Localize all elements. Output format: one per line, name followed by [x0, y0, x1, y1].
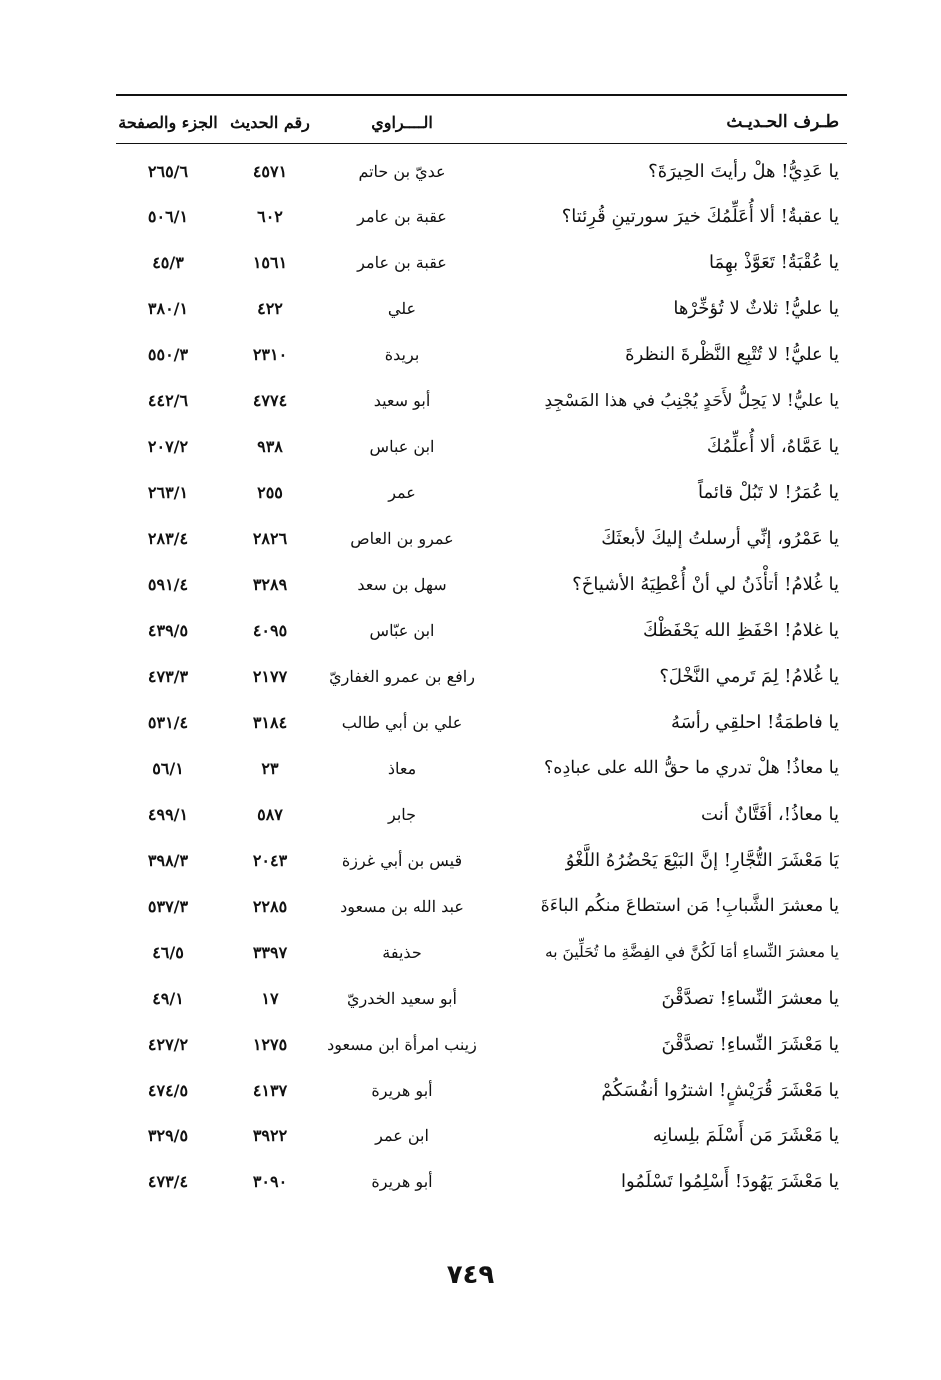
- narrator-cell: قيس بن أبي غرزة: [341, 850, 463, 870]
- narrator-cell: عمرو بن العاص: [350, 529, 454, 549]
- hadith-cell: يا عَمْرُو، إنِّي أرسلتُ إليكَ لأبعثَكَ: [601, 528, 839, 550]
- column-header-number: رقم الحديث: [230, 112, 310, 132]
- volume-page-cell: ٢٦٣/١: [147, 483, 189, 503]
- volume-page-cell: ٥٩١/٤: [147, 575, 189, 595]
- table-row: [116, 240, 847, 286]
- volume-page-cell: ٤٣٩/٥: [147, 621, 189, 640]
- narrator-cell: أبو سعيد الخدريّ: [347, 988, 457, 1008]
- narrator-cell: عقبة بن عامر: [357, 253, 447, 273]
- hadith-number-cell: ٣٠٩٠: [252, 1172, 288, 1192]
- volume-page-cell: ٢٦٥/٦: [147, 161, 189, 181]
- hadith-number-cell: ٣٢٨٩: [252, 575, 288, 595]
- narrator-cell: علي بن أبي طالب: [341, 712, 463, 732]
- table-row: [116, 608, 847, 654]
- volume-page-cell: ٤٩/١: [152, 988, 184, 1008]
- volume-page-cell: ٥٣١/٤: [147, 712, 189, 732]
- table-row: [116, 883, 847, 929]
- narrator-cell: أبو هريرة: [371, 1080, 433, 1100]
- hadith-number-cell: ٣٩٢٢: [252, 1126, 288, 1146]
- hadith-number-cell: ٦٠٢: [257, 207, 283, 227]
- table-row: [116, 286, 847, 332]
- hadith-cell: يا معاذُ! هلْ تدري ما حقُّ الله على عبادِه؟: [544, 758, 839, 779]
- volume-page-cell: ٤٦/٥: [152, 942, 184, 962]
- narrator-cell: عديّ بن حاتم: [358, 161, 446, 181]
- table-row: [116, 516, 847, 562]
- hadith-cell: يا عقبةُ! ألا أُعَلِّمُكَ خيرَ سورتينِ قُرِئتا؟: [561, 206, 839, 228]
- hadith-cell: يا مَعْشَرَ يَهُودَ! أَسْلِمُوا تَسْلَمُوا: [620, 1171, 839, 1193]
- hadith-number-cell: ٢٠٤٣: [252, 850, 288, 870]
- table-row: [116, 194, 847, 240]
- volume-page-cell: ٤٤٢/٦: [147, 391, 189, 411]
- hadith-number-cell: ١٧: [261, 988, 279, 1008]
- table-row: [116, 929, 847, 975]
- volume-page-cell: ٣٩٨/٣: [147, 850, 189, 870]
- hadith-number-cell: ٢٢٨٥: [252, 896, 288, 916]
- hadith-cell: يا مَعْشَرَ النِّساءِ! تصدَّقْنَ: [661, 1033, 839, 1055]
- hadith-cell: يا معشرَ الشَّبابِ! مَن استطاعَ منكُم الباءَةَ: [540, 896, 839, 917]
- hadith-number-cell: ٢٥٥: [257, 483, 283, 503]
- hadith-cell: يا معشرَ النِّساءِ! تصدَّقْنَ: [661, 987, 839, 1009]
- hadith-cell: يا عَمَّاهُ، ألا أُعلِّمُكَ: [706, 436, 839, 458]
- table-row: [116, 1159, 847, 1205]
- hadith-number-cell: ٣٣٩٧: [252, 942, 288, 962]
- hadith-number-cell: ٤٢٢: [257, 299, 283, 319]
- narrator-cell: أبو سعيد: [373, 391, 431, 411]
- volume-page-cell: ٥٠٦/١: [147, 207, 189, 227]
- hadith-number-cell: ٩٣٨: [257, 437, 283, 457]
- hadith-cell: يا غُلامُ! أتأْذَنُ لي أنْ أُعْطِيَهُ الأشياخَ؟: [572, 574, 839, 596]
- narrator-cell: ابن عباس: [369, 437, 435, 457]
- narrator-cell: بريدة: [384, 345, 420, 365]
- hadith-number-cell: ٢٨٢٦: [252, 529, 288, 549]
- hadith-number-cell: ٢٣: [261, 758, 279, 778]
- hadith-number-cell: ١٥٦١: [252, 253, 288, 273]
- table-row: [116, 424, 847, 470]
- hadith-cell: يا معشرَ النِّساءِ أمَا لَكُنَّ في الفِضَّةِ ما تُحَلِّينَ به: [544, 943, 839, 962]
- hadith-cell: يا عليُّ! ثلاثٌ لا تُؤخِّرْها: [673, 298, 839, 320]
- volume-page-cell: ٣٢٩/٥: [147, 1126, 189, 1146]
- narrator-cell: أبو هريرة: [371, 1172, 433, 1192]
- narrator-cell: سهل بن سعد: [357, 575, 447, 595]
- hadith-cell: يا فاطمَةُ! احلقِي رأسَهُ: [671, 711, 839, 733]
- table-row: [116, 837, 847, 883]
- hadith-cell: يا غلامُ! احْفَظِ الله يَحْفَظْكَ: [643, 620, 839, 641]
- hadith-number-cell: ٢١٧٧: [252, 666, 288, 686]
- hadith-cell: يا عليُّ! لا يَحِلُّ لأَحَدٍ يُجْنِبُ في هذا المَسْجِدِ: [544, 390, 839, 411]
- volume-page-cell: ٤٧٤/٥: [147, 1080, 189, 1100]
- narrator-cell: رافع بن عمرو الغفاريّ: [329, 666, 475, 686]
- narrator-cell: معاذ: [387, 758, 417, 778]
- table-header: [116, 104, 847, 140]
- column-header-narrator: الــــراوي: [371, 112, 433, 132]
- volume-page-cell: ٤٧٣/٤: [147, 1172, 189, 1192]
- volume-page-cell: ٥٥٠/٣: [147, 345, 189, 365]
- hadith-number-cell: ٤٠٩٥: [252, 621, 288, 640]
- hadith-number-cell: ٣١٨٤: [252, 712, 288, 732]
- table-row: [116, 332, 847, 378]
- table-row: [116, 1113, 847, 1159]
- hadith-cell: يَا مَعْشَرَ التُّجَّارِ! إنَّ البَيْعَ يَحْضُرُهُ اللَّغْوُ: [565, 849, 839, 871]
- table-row: [116, 148, 847, 194]
- volume-page-cell: ٤٧٣/٣: [147, 666, 189, 686]
- table-row: [116, 1021, 847, 1067]
- narrator-cell: زينب امرأة ابن مسعود: [327, 1034, 477, 1054]
- narrator-cell: علي: [387, 299, 417, 319]
- hadith-cell: يا عَدِيُّ! هلْ رأيتَ الحِيرَةَ؟: [648, 160, 839, 182]
- volume-page-cell: ٢٨٣/٤: [147, 529, 189, 549]
- volume-page-cell: ٤٩٩/١: [147, 804, 189, 824]
- header-rule: [116, 143, 847, 144]
- hadith-number-cell: ١٢٧٥: [252, 1034, 288, 1054]
- page-number: ٧٤٩: [446, 1260, 495, 1290]
- table-row: [116, 562, 847, 608]
- hadith-number-cell: ٥٨٧: [257, 804, 283, 824]
- narrator-cell: عبد الله بن مسعود: [340, 896, 464, 916]
- narrator-cell: عقبة بن عامر: [357, 207, 447, 227]
- hadith-cell: يا عليُّ! لا تُتْبِع النَّظْرةَ النظرةَ: [625, 344, 839, 366]
- volume-page-cell: ٤٥/٣: [152, 253, 184, 273]
- hadith-cell: يا معاذُ!، أفَتَّانٌ أنت: [701, 803, 839, 825]
- hadith-cell: يا عُقْبَةُ! تَعَوَّذْ بهِمَا: [708, 252, 839, 274]
- hadith-cell: يا عُمَرُ! لا تَبُلْ قائماً: [697, 482, 839, 504]
- top-rule: [116, 94, 847, 96]
- hadith-number-cell: ٢٣١٠: [252, 345, 288, 365]
- volume-page-cell: ٤٢٧/٢: [147, 1034, 189, 1054]
- table-row: [116, 975, 847, 1021]
- column-header-volume-page: الجزء والصفحة: [118, 112, 218, 132]
- table-row: [116, 653, 847, 699]
- table-row: [116, 745, 847, 791]
- volume-page-cell: ٥٣٧/٣: [147, 896, 189, 916]
- volume-page-cell: ٣٨٠/١: [147, 299, 189, 319]
- narrator-cell: ابن عمر: [375, 1126, 429, 1146]
- narrator-cell: ابن عبّاس: [369, 621, 435, 640]
- hadith-number-cell: ٤٥٧١: [252, 161, 288, 181]
- hadith-cell: يا مَعْشَرَ مَن أَسْلَمَ بلِسانِه: [652, 1125, 839, 1147]
- hadith-cell: يا مَعْشَرَ قُرَيْشٍ! اشترُوا أنفُسَكُمْ: [601, 1079, 839, 1101]
- hadith-cell: يا غُلامُ! لِمَ تَرمي النَّخْلَ؟: [659, 665, 839, 687]
- volume-page-cell: ٢٠٧/٢: [147, 437, 189, 457]
- table-row: [116, 791, 847, 837]
- table-row: [116, 378, 847, 424]
- hadith-number-cell: ٤١٣٧: [252, 1080, 288, 1100]
- column-header-hadith: طـرف الحـديـث: [726, 112, 839, 132]
- table-row: [116, 470, 847, 516]
- narrator-cell: حذيفة: [382, 942, 422, 962]
- narrator-cell: عمر: [388, 483, 416, 503]
- hadith-number-cell: ٤٧٧٤: [252, 391, 288, 411]
- narrator-cell: جابر: [387, 804, 417, 824]
- table-row: [116, 1067, 847, 1113]
- table-row: [116, 699, 847, 745]
- volume-page-cell: ٥٦/١: [152, 758, 184, 778]
